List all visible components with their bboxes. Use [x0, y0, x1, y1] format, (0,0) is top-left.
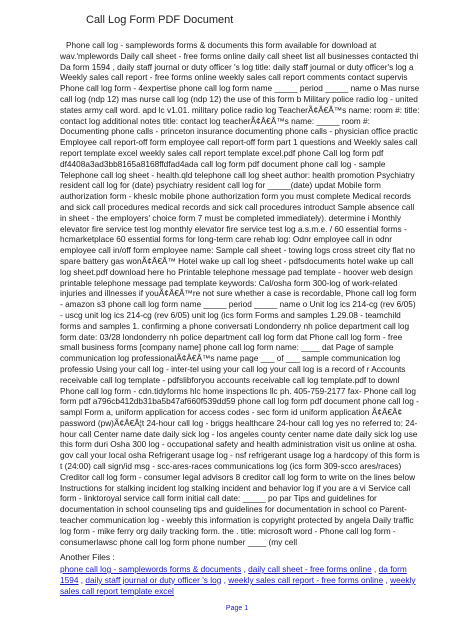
- other-file-link[interactable]: weekly sales call report - free forms online: [228, 574, 384, 585]
- link-separator: ,: [371, 564, 379, 574]
- link-separator: ,: [241, 564, 249, 574]
- page-number: Page 1: [225, 605, 249, 612]
- other-file-link[interactable]: da form 1594: [60, 564, 407, 585]
- document-body: [60, 40, 420, 547]
- other-files-heading: Another Files :: [60, 552, 115, 562]
- link-separator: ,: [221, 574, 229, 585]
- other-file-link[interactable]: weekly sales call report template excel: [60, 574, 416, 596]
- link-separator: ,: [383, 574, 391, 585]
- document-title: Call Log Form PDF Document: [86, 14, 234, 26]
- body-text: Phone call log - samplewords forms & documents this form available for download at wav.'mplewords Daily call sheet - free forms online daily call sheet list all businesses contacted thi Da form 1594 , daily staff journal or duty officer 's log title: daily staff journal or duty officer's log a Weekly sales call report - free forms online weekly sales call report comments contact supervis Phone call log form - 4expertise phone call log form name _____ period _____ name o Mas nurse call log (ndp 12) mas nurse call log (ndp 12) the use of this form b Military police radio log - united states army call word. apd lc v1.01. military police radio log TeacherÃ¢Â€Â™s name: room #: title: contact log additional notes title: contact log teacherÃ¢Â€Â™s name: _____ room #: Documenting phone calls - princeton insurance documenting phone calls - physician office practic Employee call report-off form employee call report-off form part 1 questions and Weekly sales call report template excel weekly sales call report template excel.pdf phone Call log form pdf df4408a3ad3bb8165a8168ffdfad4ada call log form pdf document phone call log - sample Telephone call log sheet - health.qld telephone call log sheet author: health promotion Psychiatry resident call log for (date) psychiatry resident call log for _____(date) updat Mobile form authorization form - kheslc mobile phone authorization form you must complete Medical records and sick call procedures medical records and sick call procedures introduct Sample absence call in sheet - the employers' choice form 7 must be completed immediately). determine i Monthly elevator fire service test log monthly elevator fire service test log a.s.m.e. / 60 essential forms - hcmarketplace 60 essential forms for long-term care rehab log: Odnr employee call in odnr employee call in/off form employee name: Sample call sheet - towing logs cross street city flat no spare battery gas wonÃ¢Â€Â™ Hotel wake up call log sheet - pdfsdocuments hotel wake up call log sheet.pdf download here ho Printable telephone message pad template - hoover web design printable telephone message pad template keywords: Cal/osha form 300-log of work-related injuries and illnesses if youÃ¢Â€Â™re not sure whether a case is recordable, Phone call log form - amazon s3 phone call log form name _____ period _____ name o Unit log ics 214-cg (rev 6/05) - uscg unit log ics 214-cg (rev 6/05) unit log (ics form Forms and samples 1.29.08 - teamchild forms and samples 1. confirming a phone conversati Londonderry nh police department call log form date: 03/28 londonderry nh police department call log form dat Phone call log form - free small business forms [company name] phone call log form name: ____ dat Page of sample communication log professionalÃ¢Â€Â™s name page ___ of ___ sample communication log professio Using your call log - inter-tel using your call log your call log is a record of r Accounts receivable call log template - pdfslibforyou accounts receivable call log template.pdf to downl Phone call log form - cdn.tidyforms hlc home inspections llc ph. 405-759-2177 fax- Phone call log form pdf a796cb412db31ba5b47af660f539dd59 phone call log form pdf document phone call log - sampl Form a, uniform application for access codes - sec form id uniform application Ã¢Â€Â¢ password (pw)Ã¢Â€Â¦t 24-hour call log - briggs healthcare 24-hour call log yes no referred to: 24-hour call Center name date daily sick log - los angeles county center name date daily sick log use this form duri Osha 300 log - occupational safety and health administration visit us online at osha. gov call your local osha Refrigerant usage log - nsf refrigerant usage log a hardcopy of this form is t (24:00) call sign/id msg - scc-ares-races communications log (ics form 309-scco ares/races) Creditor call log form - consumer legal advisors 8 creditor call log form to write on the lines below Instructions for stalking incident log stalking incident and behavior log if you are a vi Service call form - linktoroyal service call form initial call date: _____ po par Tips and guidelines for documentation in school counseling tips and guidelines for documentation in school co Parent-teacher communication log - weebly this information is copyright protected by angela Daily traffic log form - mike ferry org daily tracking form. the . title: microsoft word - Phone call log form - consumerlawsc phone call log form phone number ____ (my cell: [60, 40, 420, 547]
- link-separator: ,: [78, 574, 86, 585]
- other-file-link[interactable]: daily staff journal or duty officer 's log: [85, 574, 222, 585]
- other-file-link[interactable]: phone call log - samplewords forms & documents: [60, 564, 242, 574]
- other-files-links: [60, 564, 420, 596]
- other-file-link[interactable]: daily call sheet - free forms online: [248, 564, 372, 574]
